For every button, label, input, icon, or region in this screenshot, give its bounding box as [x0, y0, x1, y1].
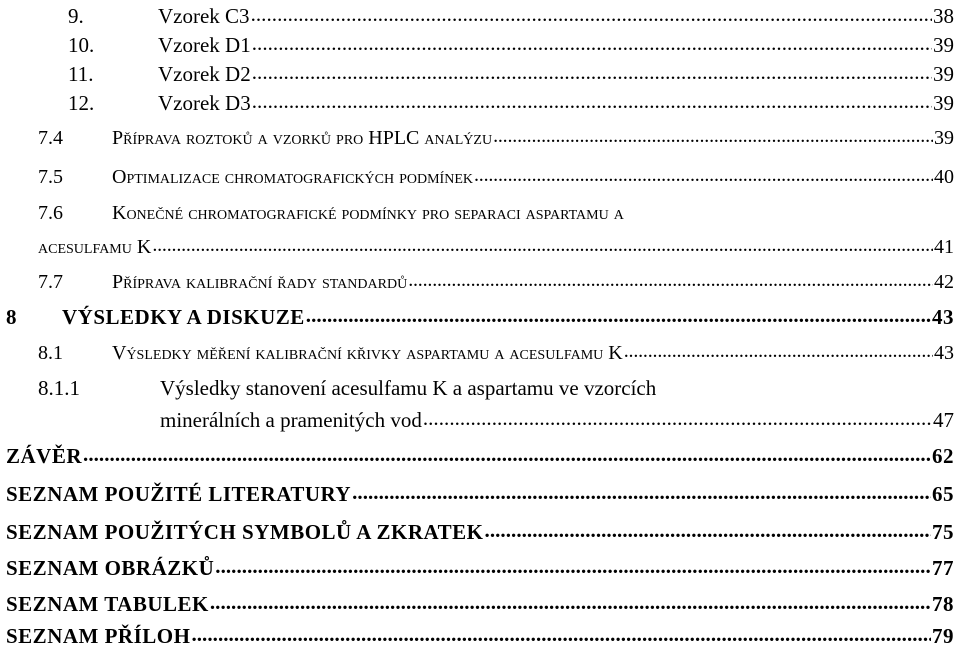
toc-page: 39 [933, 33, 954, 57]
toc-page: 75 [932, 520, 954, 544]
dot-leader [252, 31, 932, 52]
toc-title: Výsledky stanovení acesulfamu K a aspartamu ve vzorcích [160, 376, 657, 400]
toc-entry[interactable] [0, 201, 960, 225]
dot-leader [352, 480, 931, 501]
dot-leader [210, 590, 931, 611]
dot-leader [83, 442, 931, 463]
toc-number: 11. [68, 62, 94, 86]
toc-title: Příprava kalibrační řady standardů [112, 271, 408, 293]
toc-entry[interactable] [0, 2, 960, 28]
dot-leader [252, 89, 932, 110]
toc-title: VÝSLEDKY A DISKUZE [62, 305, 305, 329]
toc-entry[interactable] [0, 303, 960, 329]
dot-leader [474, 163, 933, 183]
toc-entry[interactable] [0, 554, 960, 580]
toc-title: Vzorek D2 [158, 62, 251, 86]
toc-title: minerálních a pramenitých vod [160, 408, 422, 432]
toc-title: Příprava roztoků a vzorků pro HPLC analýzu [112, 127, 493, 149]
toc-number: 7.6 [38, 202, 63, 224]
toc-entry[interactable] [0, 339, 960, 365]
dot-leader [423, 406, 932, 427]
toc-entry[interactable] [0, 60, 960, 86]
toc-entry[interactable] [0, 622, 960, 648]
toc-number: 7.5 [38, 166, 63, 188]
dot-leader [408, 268, 933, 288]
toc-number: 10. [68, 33, 95, 57]
dot-leader [306, 303, 931, 324]
toc-page: 78 [932, 592, 954, 616]
toc-title: Konečné chromatografické podmínky pro separaci aspartamu a [112, 202, 624, 224]
dot-leader [624, 339, 933, 359]
toc-entry[interactable] [0, 518, 960, 544]
dot-leader [251, 2, 932, 23]
toc-page: 77 [932, 556, 954, 580]
toc-entry[interactable] [0, 124, 960, 150]
toc-page: 38 [933, 4, 954, 28]
toc-page: 43 [932, 305, 954, 329]
dot-leader [152, 233, 933, 253]
dot-leader [493, 124, 933, 144]
toc-page: 41 [934, 236, 954, 258]
toc-title: SEZNAM OBRÁZKŮ [6, 556, 215, 580]
toc-page: 62 [932, 444, 954, 468]
toc-entry[interactable] [0, 590, 960, 616]
toc-page: 42 [934, 271, 954, 293]
toc-entry[interactable] [0, 442, 960, 468]
toc-page: 65 [932, 482, 954, 506]
toc-page: 39 [933, 62, 954, 86]
toc-entry[interactable] [0, 89, 960, 115]
toc-entry-continuation[interactable] [0, 233, 960, 259]
toc-number: 8.1 [38, 342, 63, 364]
toc-title: Výsledky měření kalibrační křivky aspartamu a acesulfamu K [112, 342, 623, 364]
toc-page: 79 [932, 624, 954, 648]
toc-title: Vzorek C3 [158, 4, 250, 28]
toc-page: 39 [934, 127, 954, 149]
toc-page: 47 [933, 408, 954, 432]
toc-entry[interactable] [0, 163, 960, 189]
toc-title: acesulfamu K [38, 236, 152, 258]
toc-entry-continuation[interactable] [0, 406, 960, 432]
toc-entry[interactable] [0, 480, 960, 506]
toc-title: Vzorek D3 [158, 91, 251, 115]
dot-leader [252, 60, 932, 81]
toc-entry[interactable] [0, 31, 960, 57]
toc-title: Vzorek D1 [158, 33, 251, 57]
toc-page: 39 [933, 91, 954, 115]
toc-title: SEZNAM PŘÍLOH [6, 624, 191, 648]
toc-page: 43 [934, 342, 954, 364]
toc-number: 7.4 [38, 127, 63, 149]
toc-title: SEZNAM TABULEK [6, 592, 209, 616]
toc-number: 8.1.1 [38, 376, 80, 400]
toc-entry[interactable] [0, 268, 960, 294]
toc-title: ZÁVĚR [6, 444, 83, 468]
dot-leader [191, 622, 931, 643]
toc-entry[interactable] [0, 376, 960, 400]
toc-title: Optimalizace chromatografických podmínek [112, 166, 473, 188]
toc-number: 8 [6, 305, 17, 329]
toc-number: 12. [68, 91, 95, 115]
toc-number: 9. [68, 4, 84, 28]
toc-number: 7.7 [38, 271, 63, 293]
toc-title: SEZNAM POUŽITÝCH SYMBOLŮ A ZKRATEK [6, 520, 484, 544]
dot-leader [485, 518, 931, 539]
toc-page: 40 [934, 166, 954, 188]
toc-title: SEZNAM POUŽITÉ LITERATURY [6, 482, 352, 506]
dot-leader [215, 554, 931, 575]
